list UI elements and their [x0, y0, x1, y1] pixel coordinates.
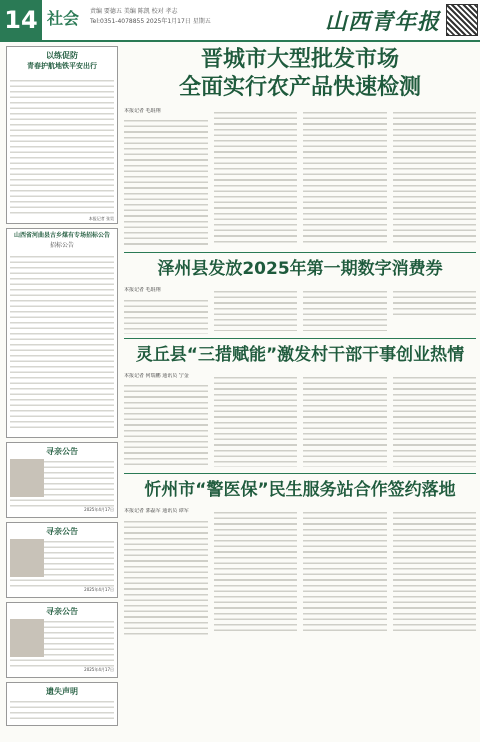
text-block — [124, 296, 208, 334]
feature-body — [10, 76, 114, 216]
text-block — [124, 116, 208, 248]
person-photo — [10, 539, 44, 577]
ad-heading: 寻亲公告 — [46, 607, 78, 616]
ad-heading: 寻亲公告 — [46, 527, 78, 536]
ad-date: 2025年4月17日 — [84, 587, 114, 592]
ad-body — [10, 697, 114, 723]
lost-notice-box — [6, 682, 118, 726]
article-2 — [124, 257, 476, 333]
text-block — [303, 287, 387, 331]
article-2-headline: 泽州县发放2025年第一期数字消费券 — [157, 259, 443, 280]
text-block — [393, 287, 477, 317]
article-3-body — [124, 373, 476, 469]
text-block — [303, 373, 387, 467]
missing-person-ad-3 — [6, 602, 118, 678]
section-title: 社会 — [47, 9, 80, 28]
text-block — [393, 373, 477, 467]
article-2-body — [124, 287, 476, 333]
ad-heading: 遗失声明 — [46, 687, 78, 696]
notice-box — [6, 228, 118, 438]
article-1-headline-line1: 晋城市大型批发市场 — [200, 47, 399, 72]
missing-person-ad-1 — [6, 442, 118, 518]
article-4 — [124, 478, 476, 634]
article-3-headline: 灵丘县“三措赋能”激发村干部干事创业热情 — [135, 344, 465, 365]
main-content — [124, 46, 476, 635]
text-block — [214, 508, 298, 632]
text-block — [303, 108, 387, 246]
ad-date: 2025年4月17日 — [84, 667, 114, 672]
notice-body — [10, 252, 114, 432]
notice-subtitle: 招标公告 — [49, 242, 74, 249]
article-1-headline-line2: 全面实行农产品快速检测 — [178, 75, 421, 100]
divider — [124, 473, 476, 474]
article-1 — [124, 46, 476, 248]
article-4-headline: 忻州市“警医保”民生服务站合作签约落地 — [144, 480, 456, 501]
page-header — [0, 0, 480, 42]
page-number: 14 — [0, 0, 42, 40]
text-block — [303, 508, 387, 632]
newspaper-logo: 山西青年报 — [325, 9, 441, 35]
divider — [124, 252, 476, 253]
article-3 — [124, 343, 476, 469]
contact-date-line: Tel:0351-4078855 2025年1月17日 星期五 — [90, 18, 211, 25]
text-block — [124, 381, 208, 469]
ad-date: 2025年4月17日 — [84, 507, 114, 512]
feature-title-line2: 青春护航地铁平安出行 — [27, 62, 97, 70]
text-block — [214, 108, 298, 246]
article-4-byline: 本报记者 郭磊军 通讯员 谭军 — [124, 508, 189, 515]
editor-line: 责编 要德五 美编 陈凯 校对 孝志 — [90, 8, 178, 15]
left-sidebar — [6, 46, 118, 736]
missing-person-ad-2 — [6, 522, 118, 598]
text-block — [393, 108, 477, 246]
divider — [124, 338, 476, 339]
ad-heading: 寻亲公告 — [46, 447, 78, 456]
article-1-body — [124, 108, 476, 248]
text-block — [124, 517, 208, 635]
article-1-byline: 本报记者 毛琨翔 — [124, 108, 161, 114]
person-photo — [10, 459, 44, 497]
feature-box — [6, 46, 118, 224]
article-2-byline: 本报记者 毛琨翔 — [124, 287, 161, 294]
article-3-byline: 本报记者 何瑞鹏 通讯员 宁金 — [124, 372, 189, 379]
text-block — [214, 287, 298, 331]
feature-author: 本报记者 张昊 — [88, 216, 114, 221]
text-block — [393, 508, 477, 632]
person-photo — [10, 619, 44, 657]
notice-title: 山西省河曲县古乡煤有专场招标公告 — [13, 232, 110, 239]
text-block — [214, 373, 298, 467]
feature-title-line1: 以练促防 — [46, 51, 78, 60]
article-4-body — [124, 508, 476, 634]
qr-code-icon — [446, 4, 478, 36]
